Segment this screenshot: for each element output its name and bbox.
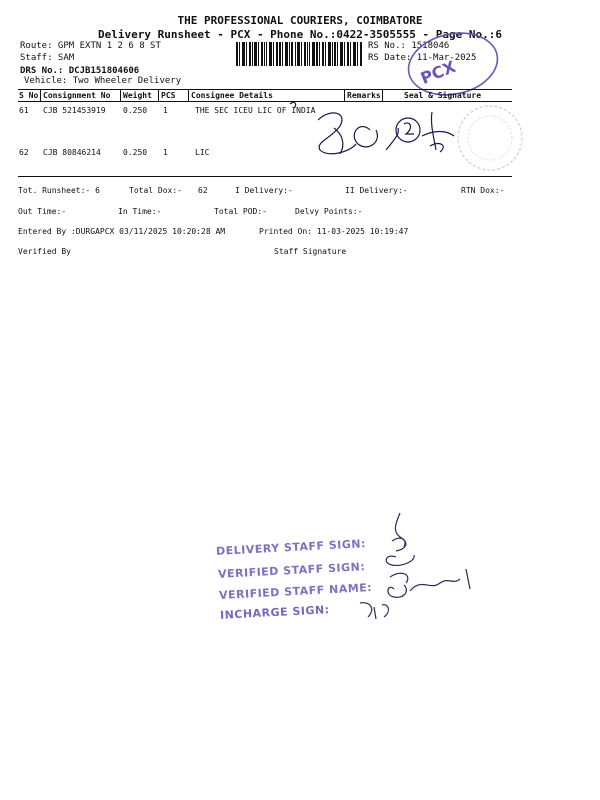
vehicle-label: Vehicle: Two Wheeler Delivery	[24, 76, 182, 86]
verified-by: Verified By	[18, 247, 71, 256]
tot-runsheet: Tot. Runsheet:- 6	[18, 186, 100, 195]
col-divider	[40, 89, 41, 101]
col-divider	[120, 89, 121, 101]
header-consignment: Consignment No	[43, 91, 111, 100]
table-row-sno: 62	[19, 148, 29, 157]
rs-number: RS No.: 1518046	[368, 41, 450, 51]
col-divider	[158, 89, 159, 101]
table-row-sno: 61	[19, 106, 29, 115]
table-row-consignee: THE SEC ICEU LIC OF INDIA	[195, 106, 316, 115]
table-top-rule	[18, 89, 512, 90]
total-dox-value: 62	[198, 186, 208, 195]
stamp-verified-staff-name: VERIFIED STAFF NAME:	[218, 580, 373, 603]
col-divider	[344, 89, 345, 101]
entered-by: Entered By :DURGAPCX 03/11/2025 10:20:28 AM	[18, 227, 226, 236]
staff-label: Staff: SAM	[20, 53, 75, 63]
stamp-verified-staff-sign: VERIFIED STAFF SIGN:	[217, 560, 366, 581]
header-remarks: Remarks	[347, 91, 381, 100]
stamp-incharge-sign: INCHARGE SIGN:	[219, 603, 330, 622]
total-dox-label: Total Dox:-	[129, 186, 182, 195]
faded-seal	[448, 96, 528, 176]
i-delivery: I Delivery:-	[235, 186, 293, 195]
pcx-stamp-text: PCX	[417, 56, 459, 89]
stamp-delivery-staff-sign: DELIVERY STAFF SIGN:	[215, 537, 367, 558]
rs-date: RS Date: 11-Mar-2025	[368, 53, 477, 63]
runsheet-title: Delivery Runsheet - PCX - Phone No.:0422-3505555 - Page No.:6	[98, 28, 502, 41]
header-weight: Weight	[123, 91, 152, 100]
table-row-pcs: 1	[163, 106, 168, 115]
table-row-consignment: CJB 80846214	[43, 148, 101, 157]
header-sno: S No	[19, 91, 39, 100]
col-divider	[382, 89, 383, 101]
header-pcs: PCS	[161, 91, 176, 100]
out-time: Out Time:-	[18, 207, 67, 216]
table-row-consignee: LIC	[195, 148, 210, 157]
drs-number: DRS No.: DCJB151804606	[20, 66, 140, 76]
total-pod: Total POD:-	[214, 207, 267, 216]
printed-on: Printed On: 11-03-2025 10:19:47	[259, 227, 409, 236]
table-bottom-rule	[18, 176, 512, 177]
header-consignee: Consignee Details	[191, 91, 273, 100]
in-time: In Time:-	[118, 207, 162, 216]
table-row-weight: 0.250	[123, 148, 148, 157]
delvy-points: Delvy Points:-	[295, 207, 363, 216]
company-name: THE PROFESSIONAL COURIERS, COIMBATORE	[177, 14, 423, 27]
barcode	[236, 42, 364, 66]
col-divider	[188, 89, 189, 101]
handwritten-signature	[290, 100, 480, 170]
header-seal: Seal & Signature	[404, 91, 482, 100]
ii-delivery: II Delivery:-	[345, 186, 408, 195]
table-row-weight: 0.250	[123, 106, 148, 115]
staff-signature: Staff Signature	[274, 247, 347, 256]
rtn-dox: RTN Dox:-	[461, 186, 505, 195]
table-row-pcs: 1	[163, 148, 168, 157]
route-label: Route: GPM EXTN 1 2 6 8 ST	[20, 41, 161, 51]
table-row-consignment: CJB 521453919	[43, 106, 106, 115]
table-header-rule	[18, 101, 512, 102]
